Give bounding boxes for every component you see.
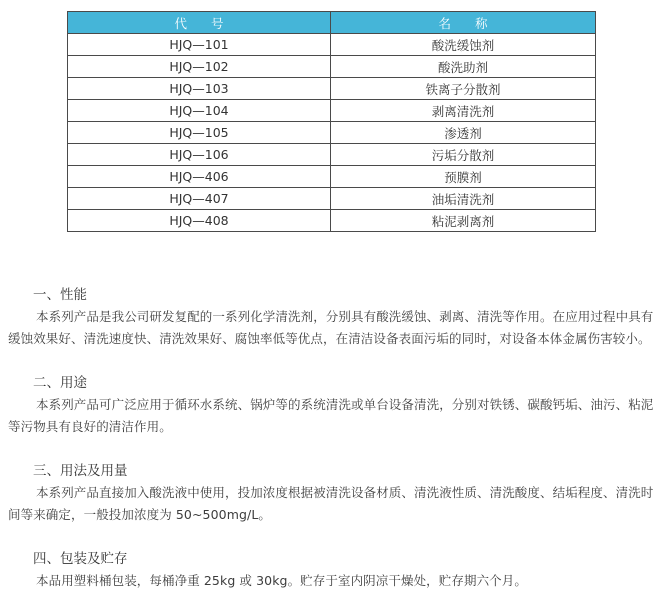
product-code: HJQ—407 [68,188,331,210]
section-heading: 二、用途 [33,375,87,391]
product-name: 酸洗助剂 [331,56,596,78]
table-row [68,78,596,100]
section-packaging [8,548,660,592]
product-name: 酸洗缓蚀剂 [331,34,596,56]
product-name: 粘泥剥离剂 [331,210,596,232]
product-code: HJQ—102 [68,56,331,78]
product-code: HJQ—406 [68,166,331,188]
section-body: 本系列产品直接加入酸洗液中使用，投加浓度根据被清洗设备材质、清洗液性质、清洗酸度、结垢程度、清洗时间等来确定，一般投加浓度为 50~500mg/L。 [8,485,654,522]
section-body: 本品用塑料桶包装，每桶净重 25kg 或 30kg。贮存于室内阴凉干燥处，贮存期六个月。 [36,573,527,588]
table-row [68,210,596,232]
table-row [68,56,596,78]
section-body: 本系列产品可广泛应用于循环水系统、锅炉等的系统清洗或单台设备清洗，分别对铁锈、碳酸钙垢、油污、粘泥等污物具有良好的清洁作用。 [8,397,654,434]
table-row [68,144,596,166]
product-name: 污垢分散剂 [331,144,596,166]
product-name: 预膜剂 [331,166,596,188]
section-usage [8,372,660,438]
table-row [68,34,596,56]
table-row [68,122,596,144]
section-heading: 三、用法及用量 [33,463,128,479]
section-dosage [8,460,660,526]
product-name: 油垢清洗剂 [331,188,596,210]
product-code: HJQ—101 [68,34,331,56]
section-body: 本系列产品是我公司研发复配的一系列化学清洗剂，分别具有酸洗缓蚀、剥离、清洗等作用。在应用过程中具有缓蚀效果好、清洗速度快、清洗效果好、腐蚀率低等优点，在清洁设备表面污垢的同时，对设备本体金属伤害较小。 [8,309,654,346]
section-heading: 一、性能 [33,287,87,303]
product-code: HJQ—408 [68,210,331,232]
header-code: 代 号 [68,12,331,34]
product-code: HJQ—105 [68,122,331,144]
table-row [68,100,596,122]
product-name: 铁离子分散剂 [331,78,596,100]
product-description [8,284,660,614]
product-code: HJQ—106 [68,144,331,166]
product-code: HJQ—103 [68,78,331,100]
section-heading: 四、包装及贮存 [33,551,128,567]
section-performance [8,284,660,350]
product-name: 剥离清洗剂 [331,100,596,122]
table-header-row [68,12,596,34]
table-row [68,188,596,210]
product-name: 渗透剂 [331,122,596,144]
product-table [67,11,596,232]
table-row [68,166,596,188]
header-name: 名 称 [331,12,596,34]
product-code: HJQ—104 [68,100,331,122]
